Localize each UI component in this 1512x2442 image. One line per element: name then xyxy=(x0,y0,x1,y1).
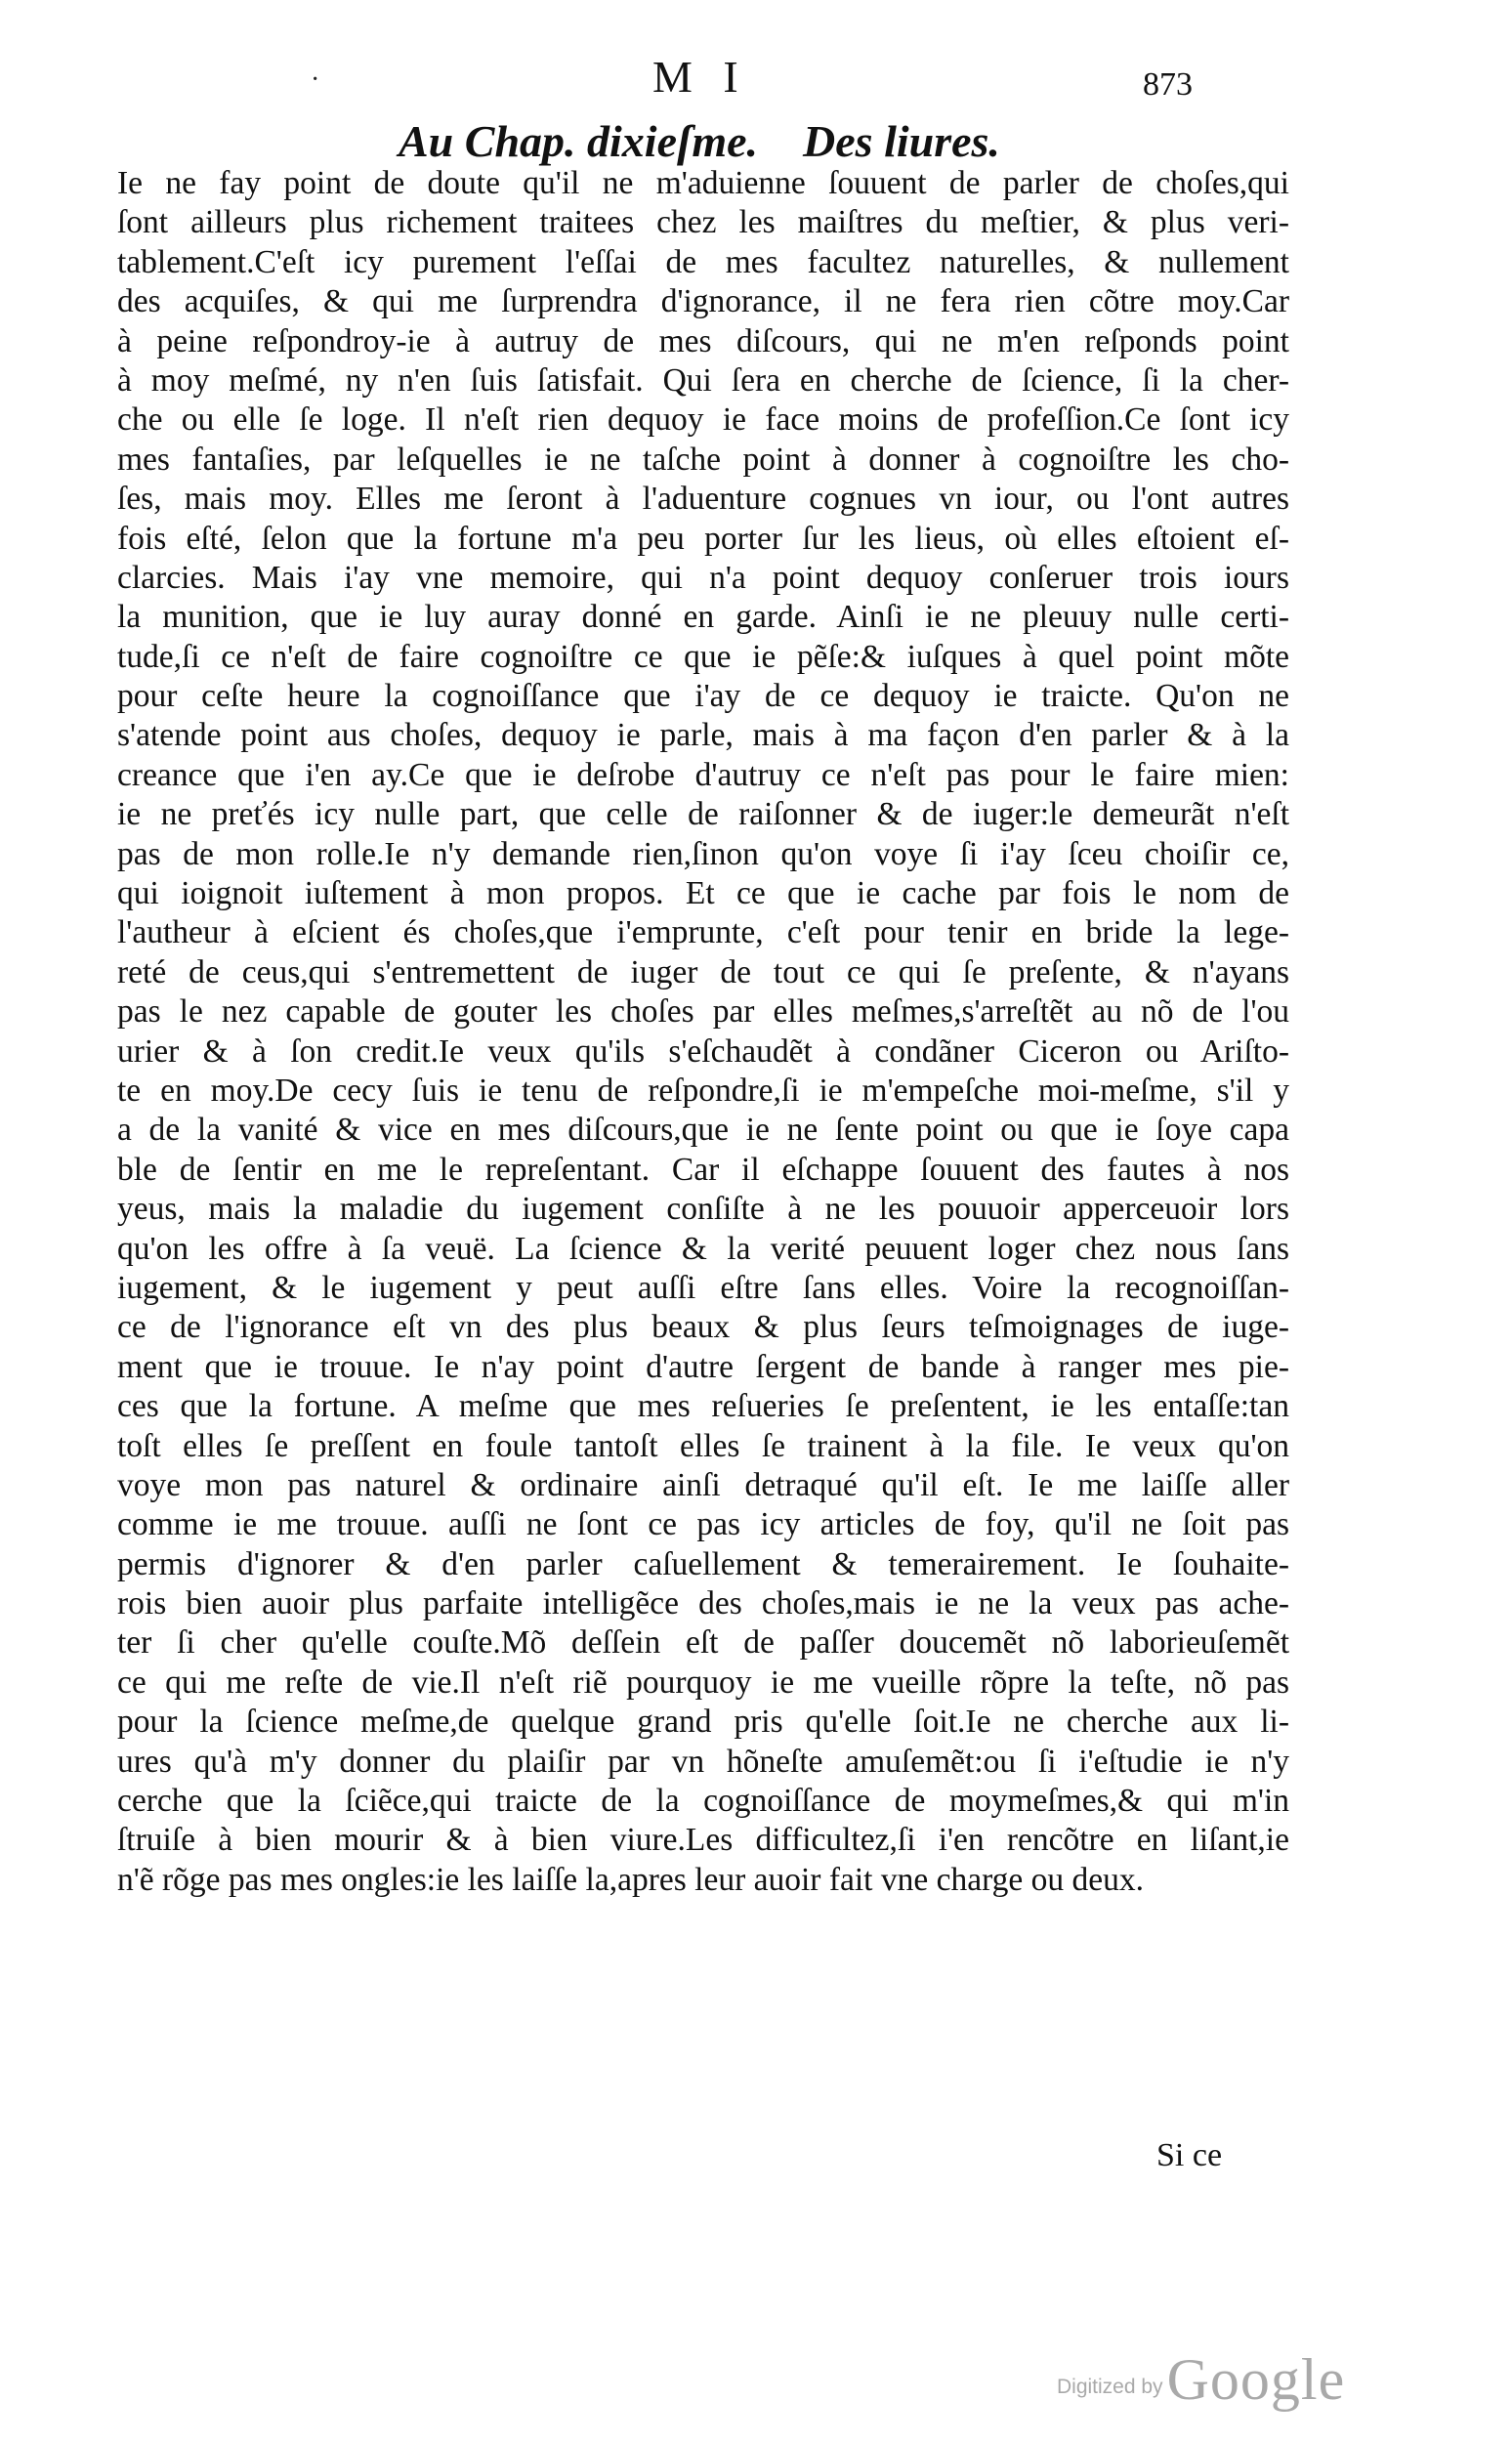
text-line: ce qui me reſte de vie.Il n'eſt riẽ pourquoy ie me vueille rõpre la teſte, nõ pas xyxy=(117,1663,1289,1701)
text-line: che ou elle ſe loge. Il n'eſt rien dequoy ie face moins de profeſſion.Ce ſont icy xyxy=(117,401,1289,439)
text-line: l'autheur à eſcient és choſes,que i'emprunte, c'eſt pour tenir en bride la lege- xyxy=(117,914,1289,951)
text-line: comme ie me trouue. auſſi ne ſont ce pas icy articles de foy, qu'il ne ſoit pas xyxy=(117,1506,1289,1543)
signature-mark: M I xyxy=(652,52,748,102)
text-line: a de la vanité & vice en mes diſcours,que ie ne ſente point ou que ie ſoye capa xyxy=(117,1112,1289,1149)
text-line: mes fantaſies, par leſquelles ie ne taſche point à donner à cognoiſtre les cho- xyxy=(117,441,1289,478)
chapter-title-right: Des liures. xyxy=(803,116,1000,166)
google-logo: Google xyxy=(1166,2347,1346,2412)
text-line: clarcies. Mais i'ay vne memoire, qui n'a point dequoy conſeruer trois iours xyxy=(117,559,1289,596)
running-head xyxy=(0,51,1512,109)
text-line: qui ioignoit iuſtement à mon propos. Et ce que ie cache par fois le nom de xyxy=(117,875,1289,912)
text-line: n'ẽ rõge pas mes ongles:ie les laiſſe la,apres leur auoir fait vne charge ou deux. xyxy=(117,1861,1144,1898)
text-line: à peine reſpondroy-ie à autruy de mes diſcours, qui ne m'en reſponds point xyxy=(117,322,1289,359)
text-line: iugement, & le iugement y peut auſſi eſtre ſans elles. Voire la recognoiſſan- xyxy=(117,1269,1289,1306)
text-line: ble de ſentir en me le repreſentant. Car il eſchappe ſouuent des fautes à nos xyxy=(117,1151,1289,1188)
text-line: rois bien auoir plus parfaite intelligẽce des choſes,mais ie ne la veux pas ache- xyxy=(117,1585,1289,1622)
text-line: ter ſi cher qu'elle couſte.Mõ deſſein eſt de paſſer doucemẽt nõ laborieuſemẽt xyxy=(117,1624,1289,1662)
text-line: cerche que la ſciẽce,qui traicte de la cognoiſſance de moymeſmes,& qui m'in xyxy=(117,1783,1289,1820)
text-line: ment que ie trouue. Ie n'ay point d'autre ſergent de bande à ranger mes pie- xyxy=(117,1348,1289,1385)
text-line: voye mon pas naturel & ordinaire ainſi detraqué qu'il eſt. Ie me laiſſe aller xyxy=(117,1466,1289,1503)
text-line: ſtruiſe à bien mourir & à bien viure.Les difficultez,ſi i'en rencõtre en liſant,ie xyxy=(117,1822,1289,1859)
catchword: Si ce xyxy=(1156,2137,1223,2173)
text-line: fois eſté, ſelon que la fortune m'a peu porter ſur les lieus, où elles eſtoient eſ- xyxy=(117,520,1289,557)
text-line: Ie ne fay point de doute qu'il ne m'aduienne ſouuent de parler de choſes,qui xyxy=(117,165,1289,201)
stray-mark: · xyxy=(311,64,320,95)
chapter-title-left: Au Chap. dixieſme. xyxy=(399,116,759,166)
text-line: ie ne preťés icy nulle part, que celle de raiſonner & de iuger:le demeurãt n'eſt xyxy=(117,796,1289,833)
text-line: qu'on les offre à ſa veuë. La ſcience & la verité peuuent loger chez nous ſans xyxy=(117,1230,1289,1267)
text-line: s'atende point aus choſes, dequoy ie parle, mais à ma façon d'en parler & à la xyxy=(117,717,1289,754)
text-line: ſes, mais moy. Elles me ſeront à l'aduenture cognues vn iour, ou l'ont autres xyxy=(117,481,1289,518)
watermark-prefix: Digitized by xyxy=(1057,2376,1163,2398)
text-line: ures qu'à m'y donner du plaiſir par vn hõneſte amuſemẽt:ou ſi i'eſtudie ie n'y xyxy=(117,1743,1289,1780)
text-line: ce de l'ignorance eſt vn des plus beaux & plus ſeurs teſmoignages de iuge- xyxy=(117,1309,1289,1346)
text-line: reté de ceus,qui s'entremettent de iuger de tout ce qui ſe preſente, & n'ayans xyxy=(117,953,1289,990)
text-line: permis d'ignorer & d'en parler caſuellement & temerairement. Ie ſouhaite- xyxy=(117,1545,1289,1582)
text-line: tablement.C'eſt icy purement l'eſſai de mes facultez naturelles, & nullement xyxy=(117,243,1289,280)
text-line: te en moy.De cecy ſuis ie tenu de reſpondre,ſi ie m'empeſche moi-meſme, s'il y xyxy=(117,1072,1289,1109)
text-line: creance que i'en ay.Ce que ie deſrobe d'autruy ce n'eſt pas pour le faire mien: xyxy=(117,756,1289,793)
text-line: pour ceſte heure la cognoiſſance que i'ay de ce dequoy ie traicte. Qu'on ne xyxy=(117,678,1289,715)
body-text xyxy=(117,164,1289,1900)
text-line: toſt elles ſe preſſent en foule tantoſt elles ſe trainent à la file. Ie veux qu'on xyxy=(117,1427,1289,1464)
text-line: pas le nez capable de gouter les choſes par elles meſmes,s'arreſtẽt au nõ de l'ou xyxy=(117,993,1289,1031)
text-line: tude,ſi ce n'eſt de faire cognoiſtre ce que ie pẽſe:& iuſques à quel point mõte xyxy=(117,638,1289,675)
text-line: ſont ailleurs plus richement traitees chez les maiſtres du meſtier, & plus veri- xyxy=(117,204,1289,241)
text-line: pour la ſcience meſme,de quelque grand pris qu'elle ſoit.Ie ne cherche aux li- xyxy=(117,1704,1289,1741)
text-line: à moy meſmé, ny n'en ſuis ſatisfait. Qui ſera en cherche de ſcience, ſi la cher- xyxy=(117,361,1289,399)
chapter-title xyxy=(399,115,1000,167)
text-line: yeus, mais la maladie du iugement conſiſte à ne les pouuoir apperceuoir lors xyxy=(117,1191,1289,1228)
text-line: pas de mon rolle.Ie n'y demande rien,ſinon qu'on voye ſi i'ay ſceu choiſir ce, xyxy=(117,835,1289,872)
page-number: 873 xyxy=(1143,66,1193,103)
text-line: urier & à ſon credit.Ie veux qu'ils s'eſchaudẽt à condãner Ciceron ou Ariſto- xyxy=(117,1032,1289,1070)
text-line: ces que la fortune. A meſme que mes reſueries ſe preſentent, ie les entaſſe:tan xyxy=(117,1388,1289,1425)
text-line: des acquiſes, & qui me ſurprendra d'ignorance, il ne fera rien cõtre moy.Car xyxy=(117,283,1289,320)
text-line: la munition, que ie luy auray donné en garde. Ainſi ie ne pleuuy nulle certi- xyxy=(117,599,1289,636)
digitized-watermark xyxy=(1057,2346,1345,2414)
